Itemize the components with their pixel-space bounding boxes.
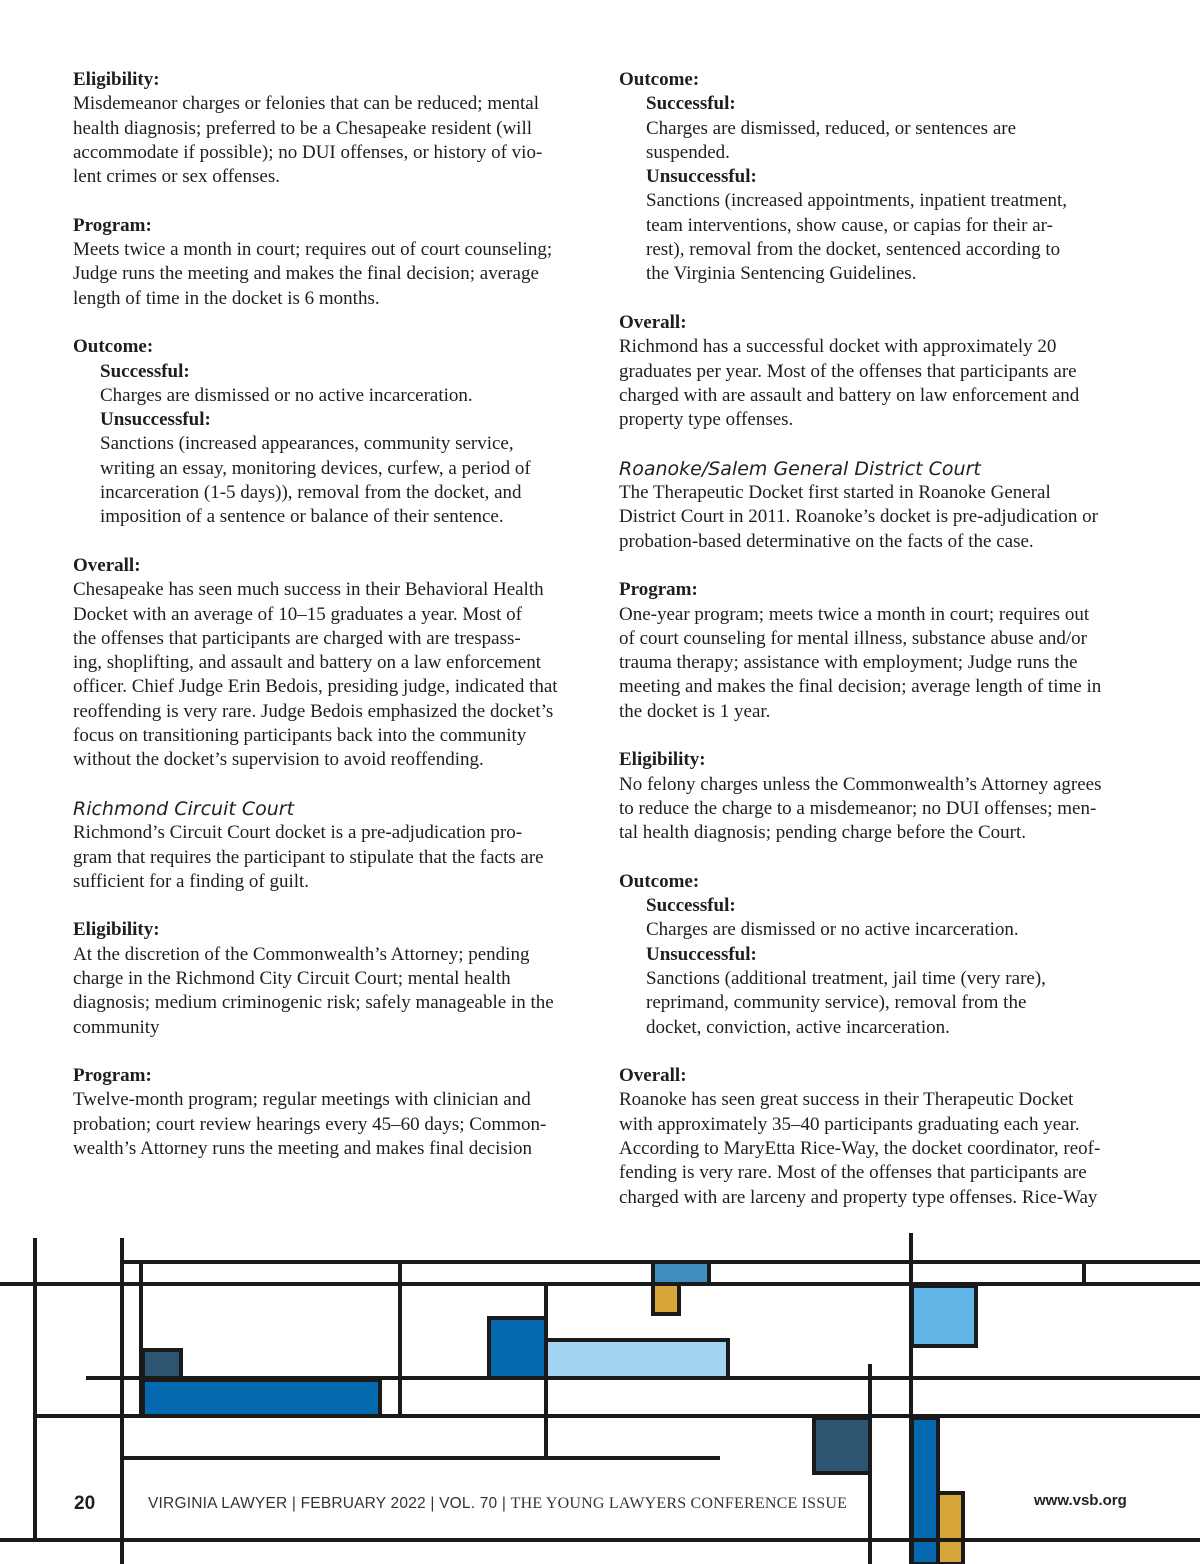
richmond-unsuccessful-line: rest), removal from the docket, sentenced according to bbox=[646, 239, 1061, 261]
roanoke-overall-line: Roanoke has seen great success in their Therapeutic Docket bbox=[619, 1089, 1074, 1111]
richmond-unsuccessful-line: team interventions, show cause, or capias for their ar- bbox=[646, 214, 1053, 236]
overall-text-line: the offenses that participants are charged with are trespass- bbox=[73, 627, 521, 649]
richmond-successful-label: Successful: bbox=[646, 93, 736, 115]
roanoke-program-line: meeting and makes the final decision; average length of time in bbox=[619, 676, 1102, 698]
roanoke-program-line: One-year program; meets twice a month in court; requires out bbox=[619, 603, 1090, 625]
overall-text-line: Docket with an average of 10–15 graduates a year. Most of bbox=[73, 603, 522, 625]
roanoke-program-line: trauma therapy; assistance with employment; Judge runs the bbox=[619, 652, 1078, 674]
richmond-eligibility-line: At the discretion of the Commonwealth’s Attorney; pending bbox=[73, 943, 530, 965]
richmond-overall-line: charged with are assault and battery on law enforcement and bbox=[619, 384, 1080, 406]
roanoke-intro-line: District Court in 2011. Roanoke’s docket is pre-adjudication or bbox=[619, 506, 1098, 528]
roanoke-overall-line: charged with are larceny and property type offenses. Rice-Way bbox=[619, 1186, 1098, 1208]
roanoke-outcome-label: Outcome: bbox=[619, 870, 700, 892]
roanoke-program-line: the docket is 1 year. bbox=[619, 700, 771, 722]
unsuccessful-text-line: imposition of a sentence or balance of their sentence. bbox=[100, 506, 504, 528]
unsuccessful-text-line: Sanctions (increased appearances, community service, bbox=[100, 433, 514, 455]
website-link[interactable]: www.vsb.org bbox=[1034, 1492, 1127, 1509]
richmond-program-label: Program: bbox=[73, 1065, 152, 1087]
outcome-label: Outcome: bbox=[73, 336, 154, 358]
eligibility-text-line: lent crimes or sex offenses. bbox=[73, 166, 281, 188]
richmond-program-line: probation; court review hearings every 45–60 days; Common- bbox=[73, 1113, 547, 1135]
roanoke-eligibility-line: to reduce the charge to a misdemeanor; no DUI offenses; men- bbox=[619, 797, 1097, 819]
roanoke-unsuccessful-label: Unsuccessful: bbox=[646, 943, 757, 965]
richmond-intro-line: Richmond’s Circuit Court docket is a pre-adjudication pro- bbox=[73, 822, 523, 844]
successful-text-line: Charges are dismissed or no active incarceration. bbox=[100, 384, 473, 406]
unsuccessful-text-line: incarceration (1-5 days)), removal from the docket, and bbox=[100, 482, 522, 504]
block-mid-blue bbox=[489, 1318, 546, 1378]
richmond-overall-line: Richmond has a successful docket with approximately 20 bbox=[619, 336, 1057, 358]
issue-title: THE YOUNG LAWYERS CONFERENCE ISSUE bbox=[510, 1495, 848, 1512]
richmond-successful-line: Charges are dismissed, reduced, or sentences are bbox=[646, 117, 1017, 139]
roanoke-successful-label: Successful: bbox=[646, 895, 736, 917]
overall-text-line: focus on transitioning participants back into the community bbox=[73, 725, 527, 747]
eligibility-text-line: accommodate if possible); no DUI offenses, or history of vio- bbox=[73, 141, 543, 163]
roanoke-intro-line: The Therapeutic Docket first started in Roanoke General bbox=[619, 482, 1051, 504]
block-dark-blue bbox=[814, 1418, 870, 1473]
richmond-overall-label: Overall: bbox=[619, 311, 687, 333]
richmond-unsuccessful-label: Unsuccessful: bbox=[646, 166, 757, 188]
program-label: Program: bbox=[73, 214, 152, 236]
roanoke-overall-line: According to MaryEtta Rice-Way, the docket coordinator, reof- bbox=[619, 1138, 1101, 1160]
block-gold bbox=[653, 1284, 679, 1314]
unsuccessful-label: Unsuccessful: bbox=[100, 409, 211, 431]
roanoke-overall-line: with approximately 35–40 participants graduating each year. bbox=[619, 1113, 1080, 1135]
program-text-line: length of time in the docket is 6 months. bbox=[73, 287, 380, 309]
block-mid-blue bbox=[912, 1418, 938, 1564]
roanoke-eligibility-line: No felony charges unless the Commonwealth’s Attorney agrees bbox=[619, 773, 1102, 795]
overall-text-line: without the docket’s supervision to avoid reoffending. bbox=[73, 749, 484, 771]
unsuccessful-text-line: writing an essay, monitoring devices, curfew, a period of bbox=[100, 457, 531, 479]
richmond-eligibility-label: Eligibility: bbox=[73, 919, 160, 941]
block-dark-blue bbox=[143, 1350, 181, 1380]
eligibility-text-line: health diagnosis; preferred to be a Chesapeake resident (will bbox=[73, 117, 532, 139]
page-number: 20 bbox=[74, 1493, 96, 1514]
richmond-intro-line: gram that requires the participant to stipulate that the facts are bbox=[73, 846, 544, 868]
roanoke-unsuccessful-line: reprimand, community service), removal from the bbox=[646, 992, 1027, 1014]
richmond-successful-line: suspended. bbox=[646, 141, 730, 163]
richmond-outcome-label: Outcome: bbox=[619, 69, 700, 90]
richmond-overall-line: graduates per year. Most of the offenses that participants are bbox=[619, 360, 1077, 382]
block-steel-blue bbox=[653, 1262, 709, 1284]
eligibility-text-line: Misdemeanor charges or felonies that can be reduced; mental bbox=[73, 93, 540, 115]
overall-text-line: Chesapeake has seen much success in their Behavioral Health bbox=[73, 579, 544, 601]
roanoke-program-line: of court counseling for mental illness, substance abuse and/or bbox=[619, 627, 1088, 649]
overall-text-line: officer. Chief Judge Erin Bedois, presiding judge, indicated that bbox=[73, 676, 558, 698]
roanoke-overall-line: fending is very rare. Most of the offenses that participants are bbox=[619, 1162, 1087, 1184]
roanoke-heading: Roanoke/Salem General District Court bbox=[619, 457, 981, 480]
block-gold bbox=[938, 1493, 963, 1564]
roanoke-program-label: Program: bbox=[619, 579, 698, 601]
roanoke-eligibility-label: Eligibility: bbox=[619, 749, 706, 771]
block-light-blue bbox=[546, 1340, 728, 1378]
richmond-unsuccessful-line: Sanctions (increased appointments, inpatient treatment, bbox=[646, 190, 1068, 212]
roanoke-intro-line: probation-based determinative on the facts of the case. bbox=[619, 530, 1034, 552]
richmond-eligibility-line: charge in the Richmond City Circuit Court; mental health bbox=[73, 967, 511, 989]
masthead bbox=[148, 1495, 847, 1513]
richmond-overall-line: property type offenses. bbox=[619, 409, 794, 431]
successful-label: Successful: bbox=[100, 360, 190, 382]
overall-text-line: ing, shoplifting, and assault and battery on a law enforcement bbox=[73, 652, 542, 674]
roanoke-overall-label: Overall: bbox=[619, 1065, 687, 1087]
richmond-program-line: Twelve-month program; regular meetings with clinician and bbox=[73, 1089, 531, 1111]
richmond-unsuccessful-line: the Virginia Sentencing Guidelines. bbox=[646, 263, 917, 285]
masthead-publication: VIRGINIA LAWYER | FEBRUARY 2022 | VOL. 70 | bbox=[148, 1495, 507, 1512]
eligibility-label: Eligibility: bbox=[73, 69, 160, 90]
richmond-heading: Richmond Circuit Court bbox=[73, 797, 295, 820]
block-mid-blue bbox=[143, 1380, 380, 1416]
roanoke-successful-line: Charges are dismissed or no active incarceration. bbox=[646, 919, 1019, 941]
richmond-program-line: wealth’s Attorney runs the meeting and makes final decision bbox=[73, 1138, 533, 1160]
roanoke-unsuccessful-line: Sanctions (additional treatment, jail time (very rare), bbox=[646, 967, 1046, 989]
program-text-line: Judge runs the meeting and makes the final decision; average bbox=[73, 263, 539, 285]
roanoke-unsuccessful-line: docket, conviction, active incarceration. bbox=[646, 1016, 950, 1038]
richmond-eligibility-line: diagnosis; medium criminogenic risk; safely manageable in the bbox=[73, 992, 554, 1014]
richmond-intro-line: sufficient for a finding of guilt. bbox=[73, 870, 310, 892]
overall-label: Overall: bbox=[73, 554, 141, 576]
block-sky-blue bbox=[912, 1286, 976, 1346]
overall-text-line: reoffending is very rare. Judge Bedois emphasized the docket’s bbox=[73, 700, 554, 722]
program-text-line: Meets twice a month in court; requires out of court counseling; bbox=[73, 239, 553, 261]
roanoke-eligibility-line: tal health diagnosis; pending charge before the Court. bbox=[619, 822, 1026, 844]
richmond-eligibility-line: community bbox=[73, 1016, 160, 1038]
